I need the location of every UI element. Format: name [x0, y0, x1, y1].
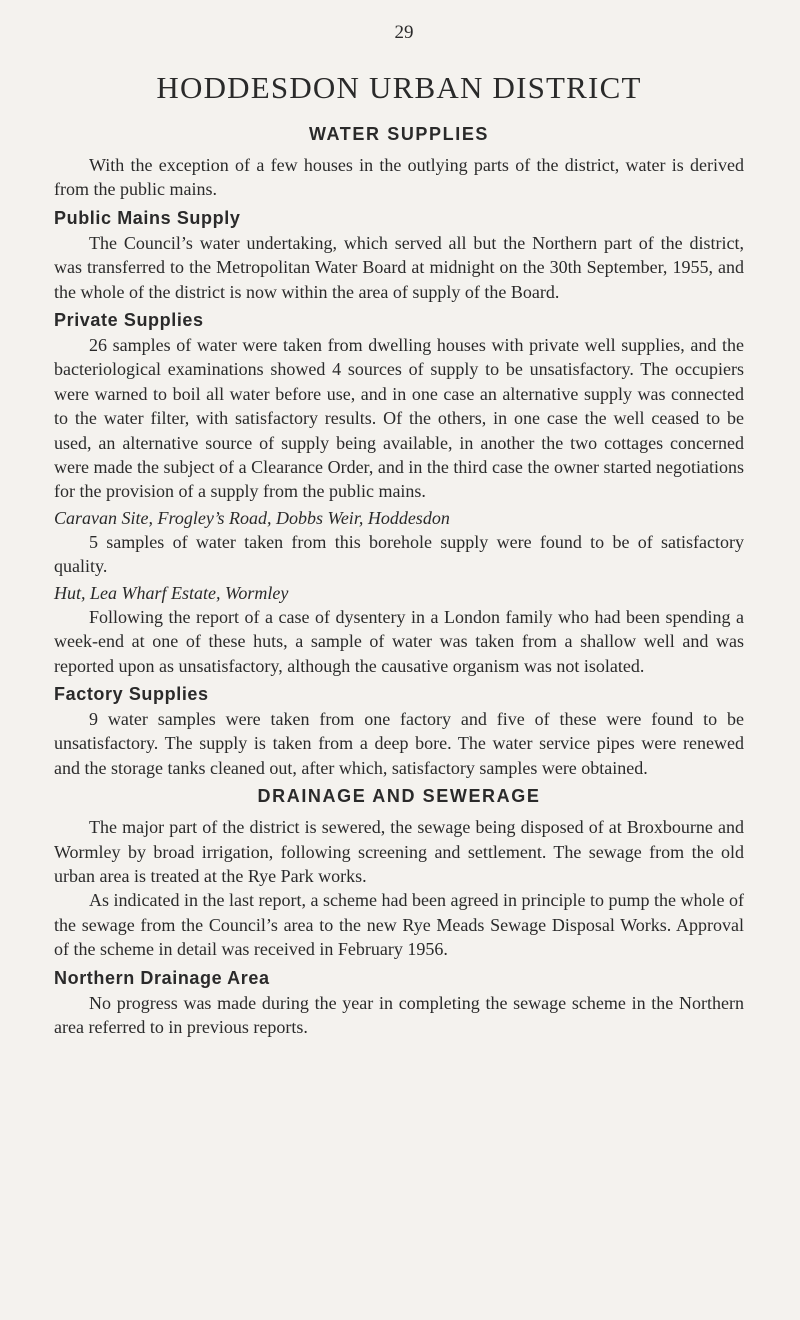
private-supplies-text: 26 samples of water were taken from dwelling houses with private well supplies, and the bacteriological examinations showed 4 sources of supply to be unsatisfactory. The occupiers were warned to boil all water before use, and in one case an alternative supply was connected to the water filter, with satisfactory results. Of the others, in one case the well ceased to be used, an alternative source of supply being available, in another the two cottages concerned were made the subject of a Clearance Order, and in the third case the owner started negotiations for the provision of a supply from the public mains. — [54, 335, 744, 502]
drainage-heading: DRAINAGE AND SEWERAGE — [257, 786, 541, 807]
northern-drainage-text: No progress was made during the year in completing the sewage scheme in the Northern area referred to in previous reports. — [54, 992, 744, 1037]
water-supplies-heading: WATER SUPPLIES — [308, 124, 490, 144]
factory-supplies-text: 9 water samples were taken from one factory and five of these were found to be unsatisfactory. The supply is taken from a deep bore. The water service pipes were renewed and the storage tanks cleaned out, after which, satisfactory samples were obtained. — [54, 708, 744, 778]
hut-heading: Hut, Lea Wharf Estate, Wormley — [54, 582, 289, 603]
hut-text: Following the report of a case of dysentery in a London family who had been spending a week-end at one of these huts, a sample of water was taken from a shallow well and was reported upon as unsatisfactory, although the causative organism was not isolated. — [54, 606, 744, 676]
page-title: HODDESDON URBAN DISTRICT — [156, 70, 642, 105]
drainage-para-2: As indicated in the last report, a scheme had been agreed in principle to pump the whole of the sewage from the Council’s area to the new Rye Meads Sewage Disposal Works. Approval of the scheme in detail was received in February 1956. — [54, 890, 744, 960]
caravan-site-text: 5 samples of water taken from this borehole supply were found to be of satisfactory quality. — [54, 531, 744, 577]
public-mains-text: The Council’s water undertaking, which served all but the Northern part of the district, was transferred to the Metropolitan Water Board at midnight on the 30th September, 1955, and the whole of the district is now within the area of supply of the Board. — [54, 232, 744, 302]
private-supplies-heading: Private Supplies — [54, 310, 204, 331]
water-supplies-intro: With the exception of a few houses in the outlying parts of the district, water is derived from the public mains. — [54, 155, 744, 200]
drainage-para-1: The major part of the district is sewered, the sewage being disposed of at Broxbourne and Wormley by broad irrigation, following screening and settlement. The sewage from the old urban area is treated at the Rye Park works. — [54, 817, 744, 886]
public-mains-heading: Public Mains Supply — [54, 207, 241, 228]
page-number: 29 — [394, 22, 414, 43]
caravan-site-heading: Caravan Site, Frogley’s Road, Dobbs Weir, Hoddesdon — [54, 507, 450, 528]
northern-drainage-heading: Northern Drainage Area — [54, 967, 270, 988]
factory-supplies-heading: Factory Supplies — [54, 683, 209, 704]
